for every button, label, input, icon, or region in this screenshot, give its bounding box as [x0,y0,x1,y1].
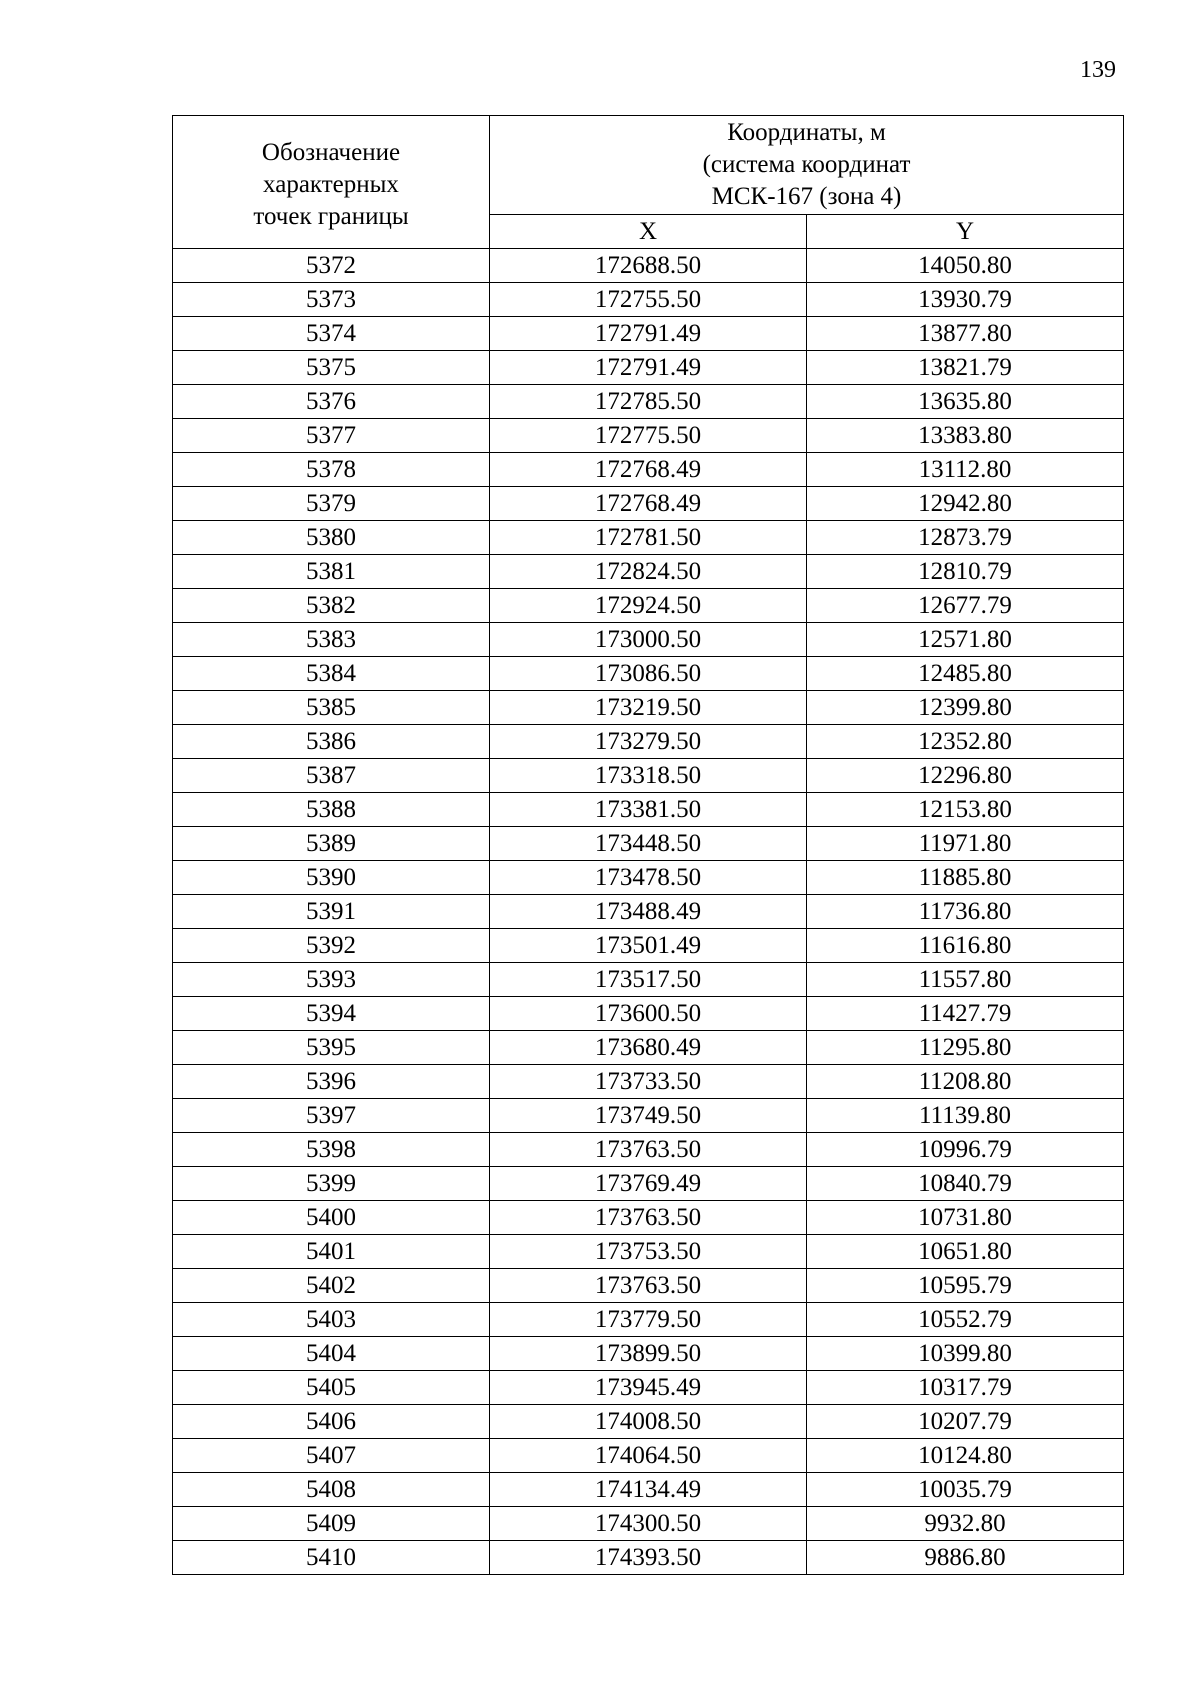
y-coordinate-cell: 12571.80 [807,623,1124,657]
x-coordinate-cell: 172924.50 [490,589,807,623]
point-number-cell: 5391 [173,895,490,929]
coordinates-table [172,115,1124,1575]
table-row [173,1303,1124,1337]
header-x: X [490,215,807,249]
y-coordinate-cell: 11885.80 [807,861,1124,895]
table-row [173,759,1124,793]
point-number-cell: 5376 [173,385,490,419]
table-row [173,1405,1124,1439]
point-number-cell: 5378 [173,453,490,487]
table-row [173,1235,1124,1269]
y-coordinate-cell: 13383.80 [807,419,1124,453]
x-coordinate-cell: 174008.50 [490,1405,807,1439]
point-number-cell: 5374 [173,317,490,351]
table-row [173,283,1124,317]
y-coordinate-cell: 11557.80 [807,963,1124,997]
point-number-cell: 5375 [173,351,490,385]
point-number-cell: 5373 [173,283,490,317]
table-row [173,1439,1124,1473]
x-coordinate-cell: 173763.50 [490,1133,807,1167]
x-coordinate-cell: 173749.50 [490,1099,807,1133]
table-row [173,1065,1124,1099]
point-number-cell: 5386 [173,725,490,759]
table-row [173,1167,1124,1201]
y-coordinate-cell: 10317.79 [807,1371,1124,1405]
point-number-cell: 5397 [173,1099,490,1133]
point-number-cell: 5388 [173,793,490,827]
x-coordinate-cell: 172824.50 [490,555,807,589]
table-row [173,725,1124,759]
table-row [173,997,1124,1031]
table-row [173,1201,1124,1235]
y-coordinate-cell: 10996.79 [807,1133,1124,1167]
point-number-cell: 5406 [173,1405,490,1439]
x-coordinate-cell: 173945.49 [490,1371,807,1405]
y-coordinate-cell: 12296.80 [807,759,1124,793]
table-body [173,249,1124,1575]
page-number: 139 [1080,57,1116,83]
y-coordinate-cell: 12873.79 [807,521,1124,555]
table-row [173,1031,1124,1065]
y-coordinate-cell: 12399.80 [807,691,1124,725]
table-row [173,691,1124,725]
x-coordinate-cell: 173086.50 [490,657,807,691]
y-coordinate-cell: 10124.80 [807,1439,1124,1473]
y-coordinate-cell: 12677.79 [807,589,1124,623]
y-coordinate-cell: 13930.79 [807,283,1124,317]
point-number-cell: 5401 [173,1235,490,1269]
point-number-cell: 5404 [173,1337,490,1371]
y-coordinate-cell: 12810.79 [807,555,1124,589]
header-designation-line-3: точек границы [253,203,409,230]
y-coordinate-cell: 11208.80 [807,1065,1124,1099]
y-coordinate-cell: 13635.80 [807,385,1124,419]
x-coordinate-cell: 172791.49 [490,351,807,385]
x-coordinate-cell: 173779.50 [490,1303,807,1337]
x-coordinate-cell: 172775.50 [490,419,807,453]
table-row [173,861,1124,895]
y-coordinate-cell: 10731.80 [807,1201,1124,1235]
table-row [173,453,1124,487]
y-coordinate-cell: 11736.80 [807,895,1124,929]
y-coordinate-cell: 9886.80 [807,1541,1124,1575]
x-coordinate-cell: 174393.50 [490,1541,807,1575]
table-row [173,623,1124,657]
table-row [173,963,1124,997]
y-coordinate-cell: 13821.79 [807,351,1124,385]
y-coordinate-cell: 12352.80 [807,725,1124,759]
table-row [173,419,1124,453]
point-number-cell: 5410 [173,1541,490,1575]
x-coordinate-cell: 172785.50 [490,385,807,419]
table-row [173,1099,1124,1133]
point-number-cell: 5390 [173,861,490,895]
x-coordinate-cell: 173318.50 [490,759,807,793]
point-number-cell: 5380 [173,521,490,555]
table-row [173,521,1124,555]
point-number-cell: 5382 [173,589,490,623]
point-number-cell: 5402 [173,1269,490,1303]
point-number-cell: 5399 [173,1167,490,1201]
table-row [173,1337,1124,1371]
y-coordinate-cell: 12485.80 [807,657,1124,691]
header-coordinates-line-3: МСК-167 (зона 4) [711,183,902,210]
point-number-cell: 5395 [173,1031,490,1065]
table-row [173,1371,1124,1405]
table-row [173,317,1124,351]
x-coordinate-cell: 172755.50 [490,283,807,317]
x-coordinate-cell: 173680.49 [490,1031,807,1065]
x-coordinate-cell: 173501.49 [490,929,807,963]
y-coordinate-cell: 11971.80 [807,827,1124,861]
y-coordinate-cell: 10207.79 [807,1405,1124,1439]
x-coordinate-cell: 172781.50 [490,521,807,555]
table-header [173,116,1124,249]
y-coordinate-cell: 11295.80 [807,1031,1124,1065]
table-row [173,1133,1124,1167]
point-number-cell: 5381 [173,555,490,589]
point-number-cell: 5398 [173,1133,490,1167]
point-number-cell: 5372 [173,249,490,283]
y-coordinate-cell: 11616.80 [807,929,1124,963]
header-coordinates-line-2: (система координат [702,151,911,178]
x-coordinate-cell: 173000.50 [490,623,807,657]
x-coordinate-cell: 173448.50 [490,827,807,861]
y-coordinate-cell: 10399.80 [807,1337,1124,1371]
table-row [173,793,1124,827]
y-coordinate-cell: 9932.80 [807,1507,1124,1541]
table-row [173,1507,1124,1541]
point-number-cell: 5385 [173,691,490,725]
x-coordinate-cell: 173478.50 [490,861,807,895]
point-number-cell: 5408 [173,1473,490,1507]
x-coordinate-cell: 173488.49 [490,895,807,929]
x-coordinate-cell: 172791.49 [490,317,807,351]
point-number-cell: 5384 [173,657,490,691]
x-coordinate-cell: 173600.50 [490,997,807,1031]
table-row [173,827,1124,861]
table-row [173,249,1124,283]
x-coordinate-cell: 173763.50 [490,1201,807,1235]
x-coordinate-cell: 174064.50 [490,1439,807,1473]
table-row [173,555,1124,589]
header-designation-line-1: Обозначение [261,139,401,166]
x-coordinate-cell: 173517.50 [490,963,807,997]
point-number-cell: 5393 [173,963,490,997]
x-coordinate-cell: 173899.50 [490,1337,807,1371]
point-number-cell: 5379 [173,487,490,521]
table-row [173,351,1124,385]
y-coordinate-cell: 13877.80 [807,317,1124,351]
y-coordinate-cell: 11427.79 [807,997,1124,1031]
table-row [173,1541,1124,1575]
header-y: Y [807,215,1124,249]
y-coordinate-cell: 11139.80 [807,1099,1124,1133]
point-number-cell: 5405 [173,1371,490,1405]
x-coordinate-cell: 173381.50 [490,793,807,827]
x-coordinate-cell: 174134.49 [490,1473,807,1507]
table-row [173,385,1124,419]
y-coordinate-cell: 10035.79 [807,1473,1124,1507]
y-coordinate-cell: 10595.79 [807,1269,1124,1303]
x-coordinate-cell: 172768.49 [490,453,807,487]
header-designation-line-2: характерных [263,171,399,198]
y-coordinate-cell: 10552.79 [807,1303,1124,1337]
table-row [173,589,1124,623]
y-coordinate-cell: 10840.79 [807,1167,1124,1201]
x-coordinate-cell: 173769.49 [490,1167,807,1201]
table-row [173,487,1124,521]
point-number-cell: 5383 [173,623,490,657]
y-coordinate-cell: 10651.80 [807,1235,1124,1269]
table-row [173,657,1124,691]
table-row [173,1473,1124,1507]
header-coordinates [490,116,1124,215]
table-row [173,1269,1124,1303]
x-coordinate-cell: 173733.50 [490,1065,807,1099]
x-coordinate-cell: 173219.50 [490,691,807,725]
y-coordinate-cell: 13112.80 [807,453,1124,487]
y-coordinate-cell: 14050.80 [807,249,1124,283]
point-number-cell: 5392 [173,929,490,963]
point-number-cell: 5394 [173,997,490,1031]
x-coordinate-cell: 173279.50 [490,725,807,759]
table-row [173,929,1124,963]
x-coordinate-cell: 172768.49 [490,487,807,521]
point-number-cell: 5400 [173,1201,490,1235]
point-number-cell: 5377 [173,419,490,453]
x-coordinate-cell: 172688.50 [490,249,807,283]
point-number-cell: 5396 [173,1065,490,1099]
point-number-cell: 5389 [173,827,490,861]
table-row [173,895,1124,929]
point-number-cell: 5409 [173,1507,490,1541]
point-number-cell: 5387 [173,759,490,793]
x-coordinate-cell: 173753.50 [490,1235,807,1269]
header-point-designation [173,116,490,249]
y-coordinate-cell: 12942.80 [807,487,1124,521]
point-number-cell: 5407 [173,1439,490,1473]
x-coordinate-cell: 174300.50 [490,1507,807,1541]
point-number-cell: 5403 [173,1303,490,1337]
x-coordinate-cell: 173763.50 [490,1269,807,1303]
header-coordinates-line-1: Координаты, м [727,119,886,146]
y-coordinate-cell: 12153.80 [807,793,1124,827]
